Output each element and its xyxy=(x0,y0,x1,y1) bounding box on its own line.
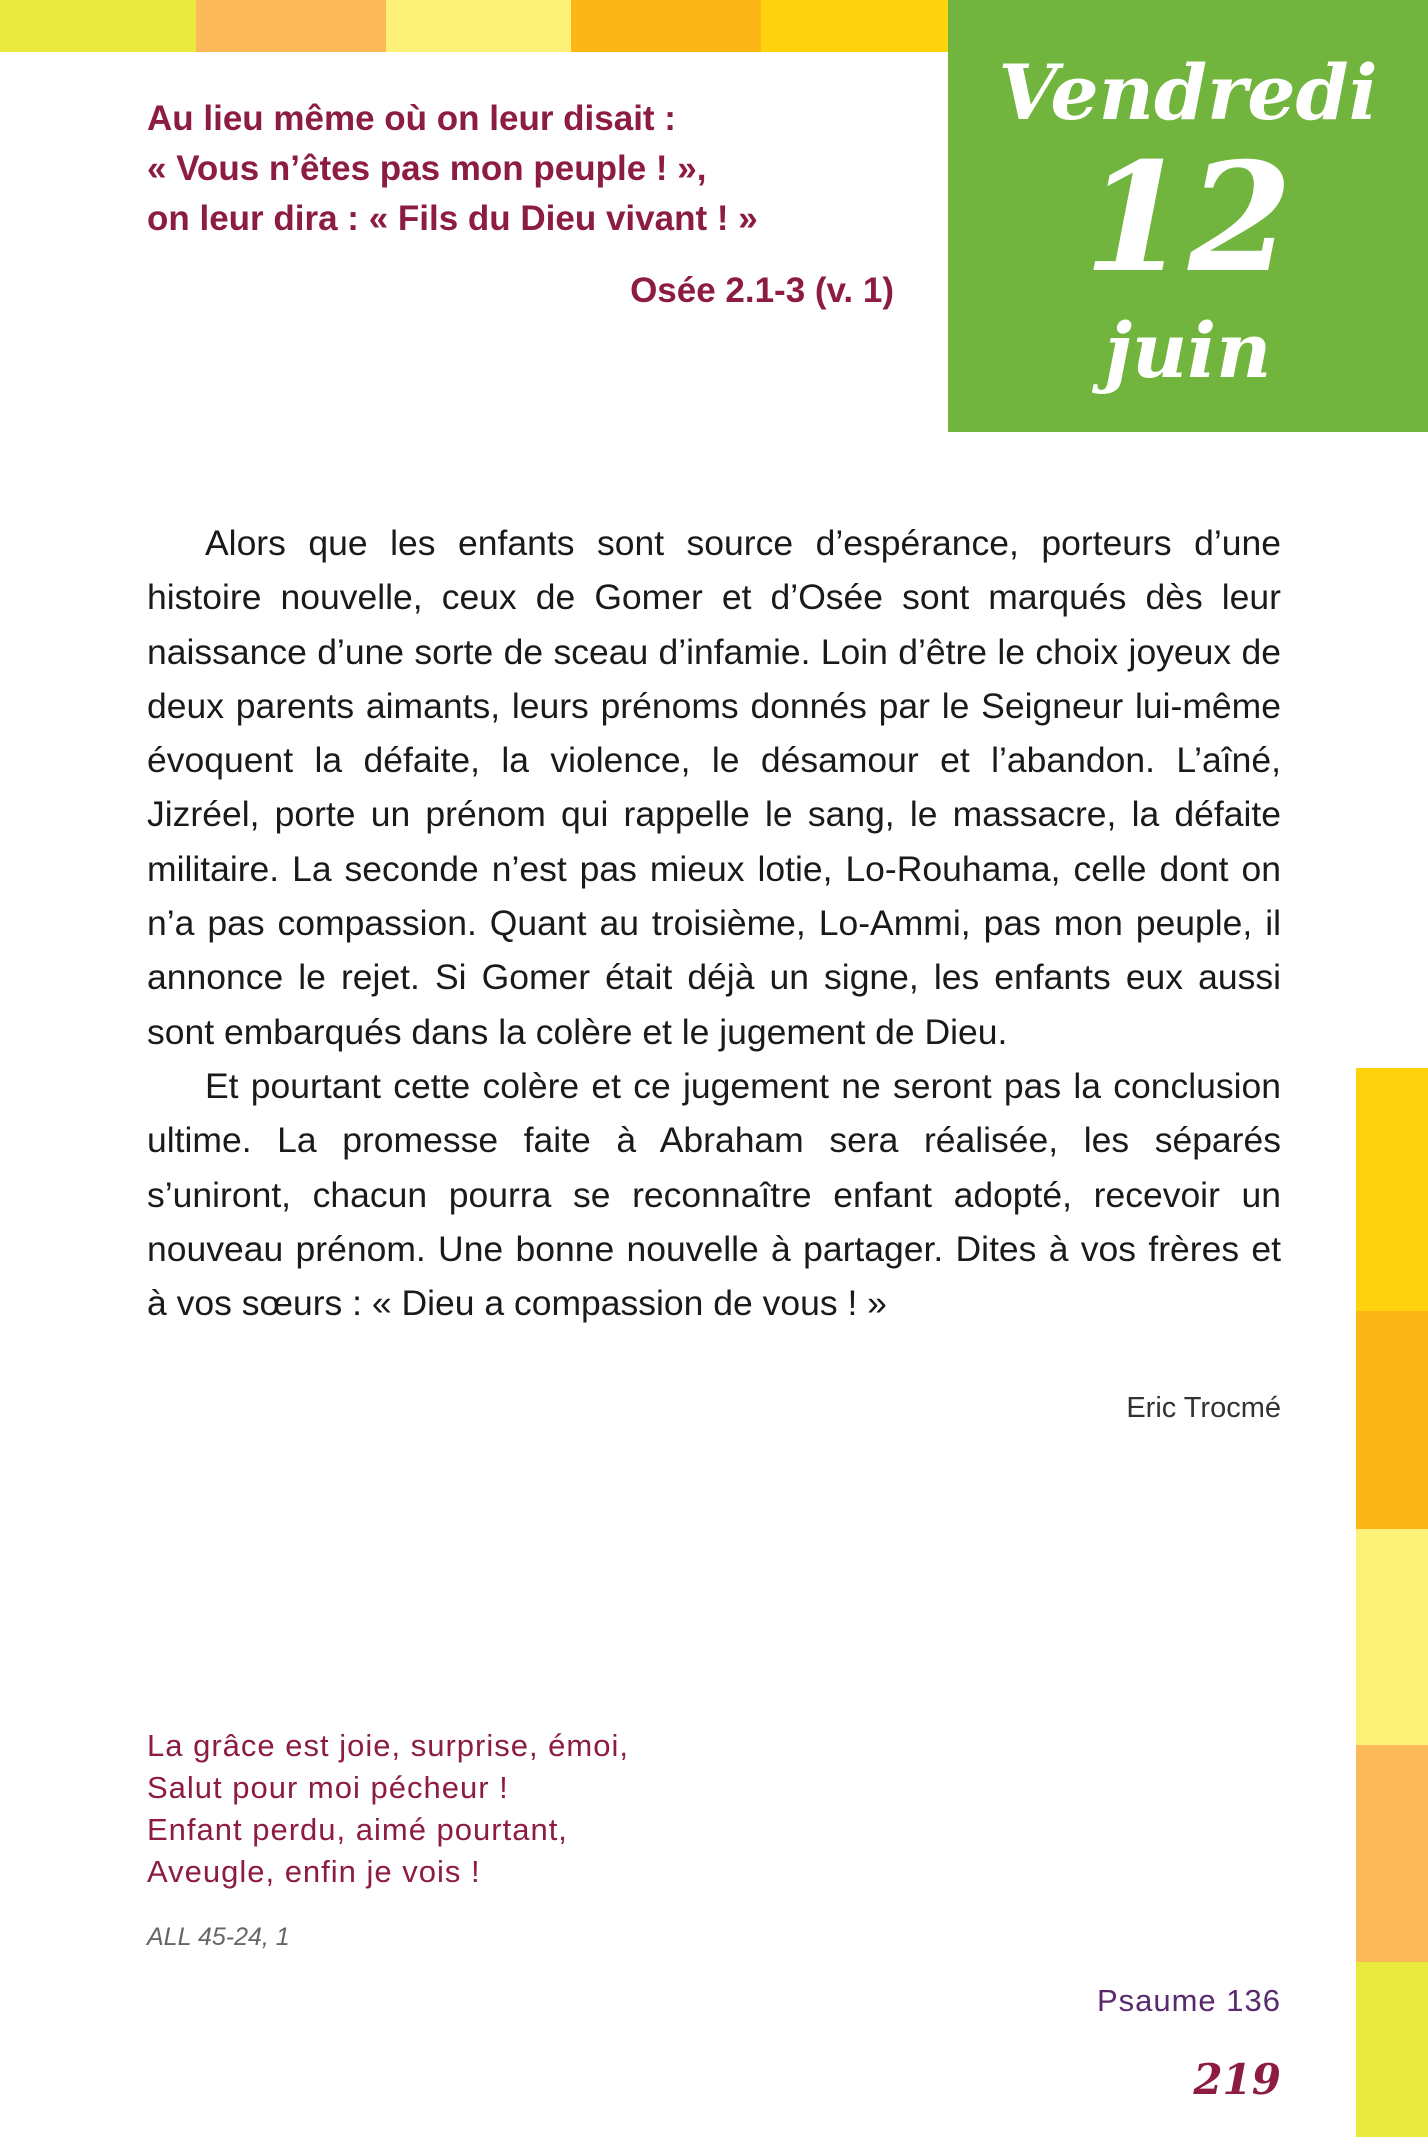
paragraph: Alors que les enfants sont source d’espérance, porteurs d’une histoire nouvelle, ceux de Gomer et d’Osée sont marqués dès leur naissance d’une sorte de sceau d’infamie. Loin d’être le choix joyeux de deux parents aimants, leurs prénoms donnés par le Seigneur lui-même évoquent la défaite, la violence, le désamour et l’abandon. L’aîné, Jizréel, porte un prénom qui rappelle le sang, le massacre, la défaite militaire. La seconde n’est pas mieux lotie, Lo-Rouhama, celle dont on n’a pas compassion. Quant au troisième, Lo-Ammi, pas mon peuple, il annonce le rejet. Si Gomer était déjà un signe, les enfants eux aussi sont embarqués dans la colère et le jugement de Dieu. xyxy=(147,523,1281,1052)
side-strip-segment xyxy=(1356,1962,1428,2137)
top-strip-segment xyxy=(571,0,761,52)
author: Eric Trocmé xyxy=(1126,1392,1281,1424)
hymn-line: Enfant perdu, aimé pourtant, xyxy=(147,1812,568,1847)
meditation-text xyxy=(147,516,1281,1330)
top-strip-segment xyxy=(196,0,386,52)
side-strip-segment xyxy=(1356,1311,1428,1529)
top-strip-segment xyxy=(0,0,196,52)
paragraph: Et pourtant cette colère et ce jugement ne seront pas la conclusion ultime. La promesse faite à Abraham sera réalisée, les séparés s’uniront, chacun pourra se reconnaître enfant adopté, recevoir un nouveau prénom. Une bonne nouvelle à partager. Dites à vos frères et à vos sœurs : « Dieu a compassion de vous ! » xyxy=(147,1065,1281,1324)
date-month: juin xyxy=(1104,306,1272,395)
side-color-strip xyxy=(1356,1068,1428,2137)
date-box xyxy=(948,0,1428,432)
quote-line: « Vous n’êtes pas mon peuple ! », xyxy=(147,149,707,188)
psalm-reference: Psaume 136 xyxy=(1096,1983,1281,2018)
hymn-line: Aveugle, enfin je vois ! xyxy=(147,1854,481,1889)
hymn-line: La grâce est joie, surprise, émoi, xyxy=(147,1728,629,1763)
side-strip-segment xyxy=(1356,1068,1428,1311)
top-strip-segment xyxy=(761,0,948,52)
side-strip-segment xyxy=(1356,1745,1428,1962)
date-day-number: 12 xyxy=(1083,130,1293,306)
date-day-name: Vendredi xyxy=(998,48,1378,137)
hymn-reference: ALL 45-24, 1 xyxy=(147,1923,290,1951)
hymn-line: Salut pour moi pécheur ! xyxy=(147,1770,509,1805)
side-strip-segment xyxy=(1356,1529,1428,1745)
quote-line: on leur dira : « Fils du Dieu vivant ! » xyxy=(147,199,758,238)
top-strip-segment xyxy=(386,0,571,52)
page-number: 219 xyxy=(1193,2055,1281,2104)
bible-quote xyxy=(147,94,907,244)
quote-line: Au lieu même où on leur disait : xyxy=(147,99,676,138)
quote-reference: Osée 2.1-3 (v. 1) xyxy=(630,271,894,310)
hymn xyxy=(147,1725,847,1893)
top-color-strip xyxy=(0,0,948,52)
